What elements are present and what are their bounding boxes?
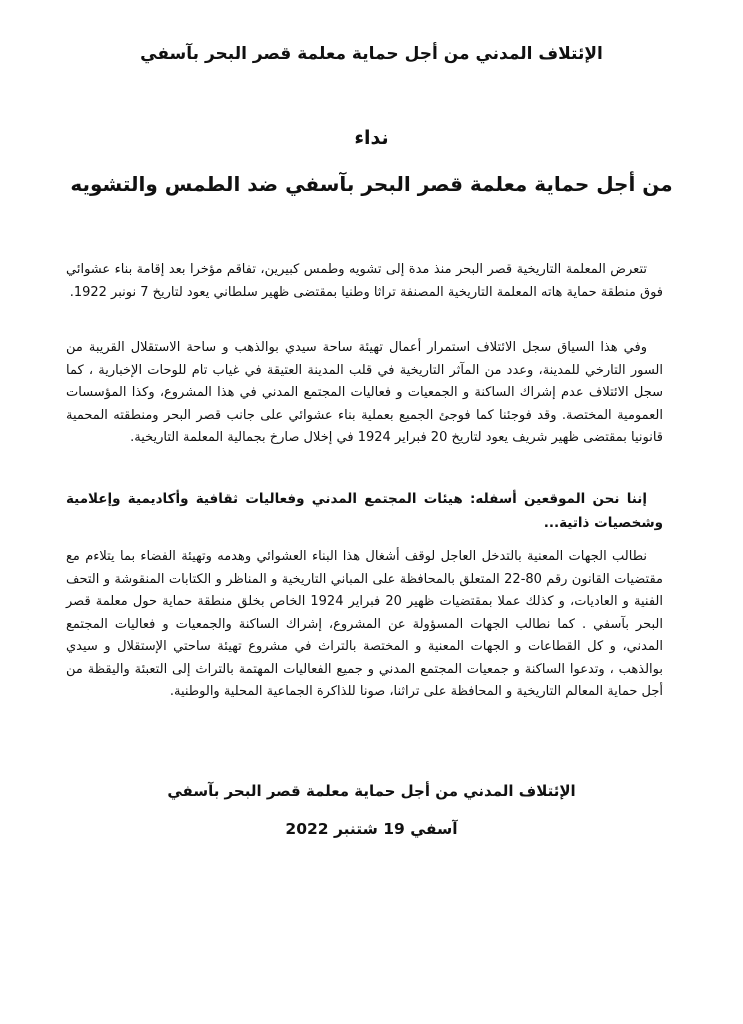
paragraph-demands: نطالب الجهات المعنية بالتدخل العاجل لوقف أشغال هذا البناء العشوائي وهدمه وتهيئة الفضاء بما يتلاءم مع مقتضيات القانون رقم 80-22 المتعلق بالمحافظة على المباني التاريخية و المناظر و الكتابات المنقوشة و التحف الفنية و العاديات، و كذلك عملا بمقتضيات ظهير 20 فبراير 1924 الخاص بخلق منطقة حماية حول معلمة قصر البحر بآسفي . كما نطالب الجهات المسؤولة عن المشروع، إشراك الساكنة والجمعيات و فعاليات المجتمع المدني، و كل القطاعات و الجهات المعنية و المختصة بالتراث في مشروع تهيئة ساحتي الإستقلال و سيدي بوالذهب ، وتدعوا الساكنة و جمعيات المجتمع المدني و جميع الفعاليات المهتمة بالتراث إلى التعبئة واليقظة من أجل حماية المعالم التاريخية و المحافظة على تراثنا، صونا للذاكرة الجماعية المحلية والوطنية. <box>66 549 663 699</box>
paragraph-context: وفي هذا السياق سجل الائتلاف استمرار أعمال تهيئة ساحة سيدي بوالذهب و ساحة الاستقلال القريبة من السور التارخي للمدينة، وعدد من المآثر التاريخية في قلب المدينة العتيقة في غياب تام للوحات الإخبارية ، كما سجل الائتلاف عدم إشراك الساكنة و الجمعيات و فعاليات المجتمع المدني في هذا المشروع، وكذا المؤسسات العمومية المختصة. وقد فوجئنا كما فوجئ الجميع بعملية بناء عشوائي على جانب قصر البحر ومنطقته المحمية قانونيا بمقتضى ظهير شريف يعود لتاريخ 20 فبراير 1924 في إخلال صارخ بجمالية المعلمة التاريخية. <box>66 340 663 445</box>
signatories-intro: إننا نحن الموقعين أسفله: هيئات المجتمع المدني وفعاليات ثقافية وأكاديمية وإعلامية وشخصيات ذاتية... <box>66 491 663 531</box>
footer-date: آسفي 19 شتنبر 2022 <box>285 820 458 838</box>
paragraph-intro: تتعرض المعلمة التاريخية قصر البحر منذ مدة إلى تشويه وطمس كبيرين، تفاقم مؤخرا بعد إقامة بناء عشوائي فوق منطقة حماية هاته المعلمة التاريخية المصنفة تراثا وطنيا بمقتضى ظهير سلطاني يعود لتاريخ 7 نونبر 1922. <box>66 262 663 300</box>
footer-organization: الإئتلاف المدني من أجل حماية معلمة قصر البحر بآسفي <box>167 782 576 800</box>
call-title: نداء <box>354 127 389 149</box>
header-title: الإئتلاف المدني من أجل حماية معلمة قصر البحر بآسفي <box>140 44 603 64</box>
call-subtitle: من أجل حماية معلمة قصر البحر بآسفي ضد الطمس والتشويه <box>70 172 673 196</box>
